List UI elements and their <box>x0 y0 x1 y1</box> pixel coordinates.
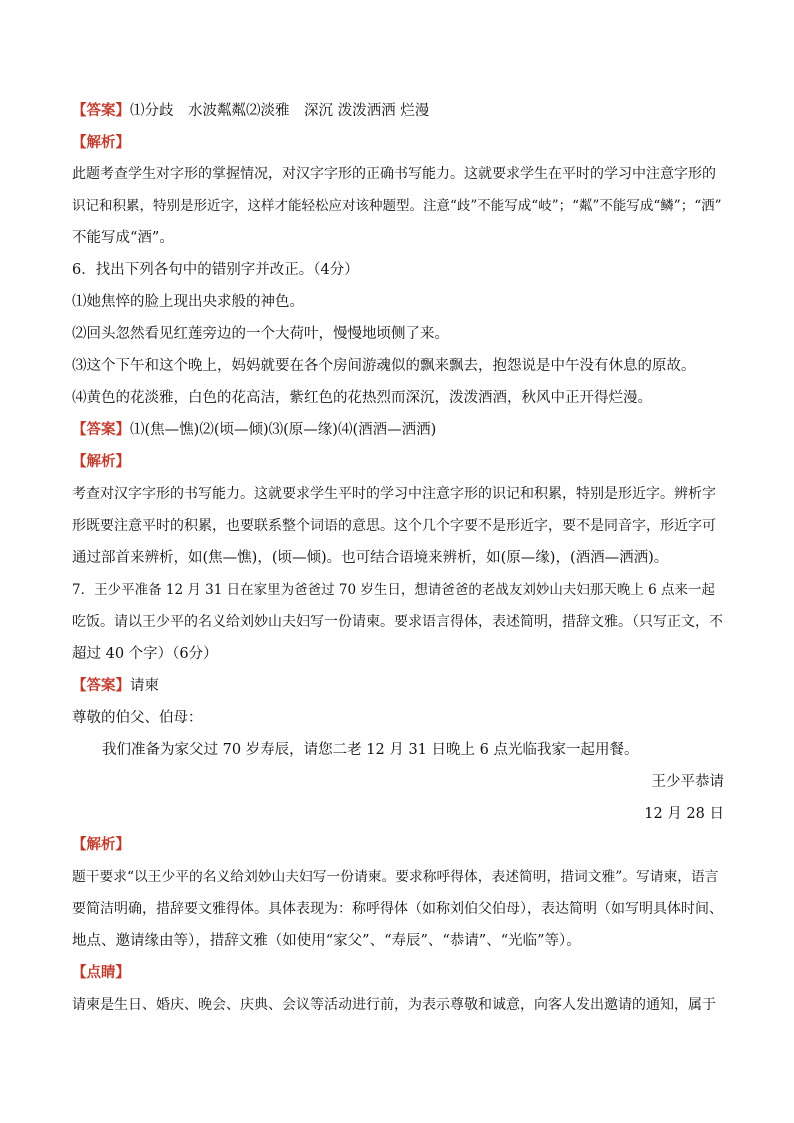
q7-analysis-line-2: 要简洁明确，措辞要文雅得体。具体表现为：称呼得体（如称刘伯父伯母），表达简明（如写明具体时间、 <box>72 901 723 917</box>
q7-comment-heading <box>72 962 724 984</box>
q7-comment-line-1: 请柬是生日、婚庆、晚会、庆典、会议等活动进行前，为表示尊敬和诚意，向客人发出邀请的通知，属于 <box>72 997 716 1013</box>
q7-invitation-body: 我们准备为家父过 70 岁寿辰，请您二老 12 月 31 日晚上 6 点光临我家一起用餐。 <box>102 742 639 758</box>
q5-answer-text: ⑴分歧 水波粼粼⑵淡雅 深沉 泼泼洒洒 烂漫 <box>130 103 430 119</box>
q6-answer-text: ⑴(焦—憔)⑵(顷—倾)⑶(原—缘)⑷(酒酒—洒洒) <box>130 422 437 438</box>
q6-analysis-line-3: 通过部首来辨析，如(焦—憔)，(顷—倾)。也可结合语境来辨析，如(原—缘)，(酒酒—洒洒)。 <box>72 550 669 566</box>
q5-analysis-line-3: 不能写成“酒”。 <box>72 230 174 246</box>
q7-stem-line-2: 吃饭。请以王少平的名义给刘妙山夫妇写一份请柬。要求语言得体，表述简明，措辞文雅。（只写正文，不 <box>72 614 723 630</box>
q7-answer-text: 请柬 <box>130 678 159 694</box>
q6-answer-line <box>72 419 724 441</box>
answer-tag: 【答案】 <box>72 677 130 694</box>
q5-analysis-line-1: 此题考查学生对字形的掌握情况，对汉字字形的正确书写能力。这就要求学生在平时的学习中注意字形的 <box>72 166 716 182</box>
q7-date: 12 月 28 日 <box>644 806 724 822</box>
q7-salutation: 尊敬的伯父、伯母： <box>72 710 203 726</box>
q6-item-4: ⑷黄色的花淡雅，白色的花高洁，紫红色的花热烈而深沉，泼泼酒酒，秋风中正开得烂漫。 <box>72 390 652 406</box>
q6-analysis-line-1: 考查对汉字字形的书写能力。这就要求学生平时的学习中注意字形的识记和积累，特别是形近字。辨析字 <box>72 486 716 502</box>
comment-tag: 【点睛】 <box>72 964 130 981</box>
q7-signature: 王少平恭请 <box>651 774 724 790</box>
q5-answer-line <box>72 100 724 122</box>
q6-item-1: ⑴她焦悴的脸上现出央求般的神色。 <box>72 294 304 310</box>
q7-stem-line-3: 超过 40 个字）（6分） <box>72 646 218 662</box>
analysis-tag: 【解析】 <box>72 453 130 470</box>
answer-tag: 【答案】 <box>72 421 130 438</box>
q6-analysis-heading <box>72 451 724 473</box>
analysis-tag: 【解析】 <box>72 836 130 853</box>
q5-analysis-line-2: 识记和积累，特别是形近字，这样才能轻松应对该种题型。注意“歧”不能写成“岐”；“粼”不能写成“鳞”；“洒” <box>72 198 722 214</box>
q6-item-3: ⑶这个下午和这个晚上，妈妈就要在各个房间游魂似的飘来飘去，抱怨说是中午没有休息的原故。 <box>72 358 696 374</box>
q7-analysis-line-1: 题干要求“以王少平的名义给刘妙山夫妇写一份请柬。要求称呼得体，表述简明，措词文雅”。写请柬，语言 <box>72 869 719 885</box>
q6-stem: 6．找出下列各句中的错别字并改正。（4分） <box>72 262 359 278</box>
q7-analysis-heading <box>72 834 724 856</box>
q7-stem-line-1: 7．王少平准备 12 月 31 日在家里为爸爸过 70 岁生日，想请爸爸的老战友刘妙山夫妇那天晚上 6 点来一起 <box>72 582 716 598</box>
answer-tag: 【答案】 <box>72 102 130 119</box>
q7-analysis-line-3: 地点、邀请缘由等），措辞文雅（如使用“家父”、“寿辰”、“恭请”、“光临”等）。 <box>72 933 581 949</box>
q6-analysis-line-2: 形既要注意平时的积累，也要联系整个词语的意思。这个几个字要不是形近字，要不是同音字，形近字可 <box>72 518 716 534</box>
q7-answer-line <box>72 675 724 697</box>
q6-item-2: ⑵回头忽然看见红莲旁边的一个大荷叶，慢慢地顷侧了来。 <box>72 326 449 342</box>
analysis-tag: 【解析】 <box>72 134 130 151</box>
q5-analysis-heading <box>72 132 724 154</box>
